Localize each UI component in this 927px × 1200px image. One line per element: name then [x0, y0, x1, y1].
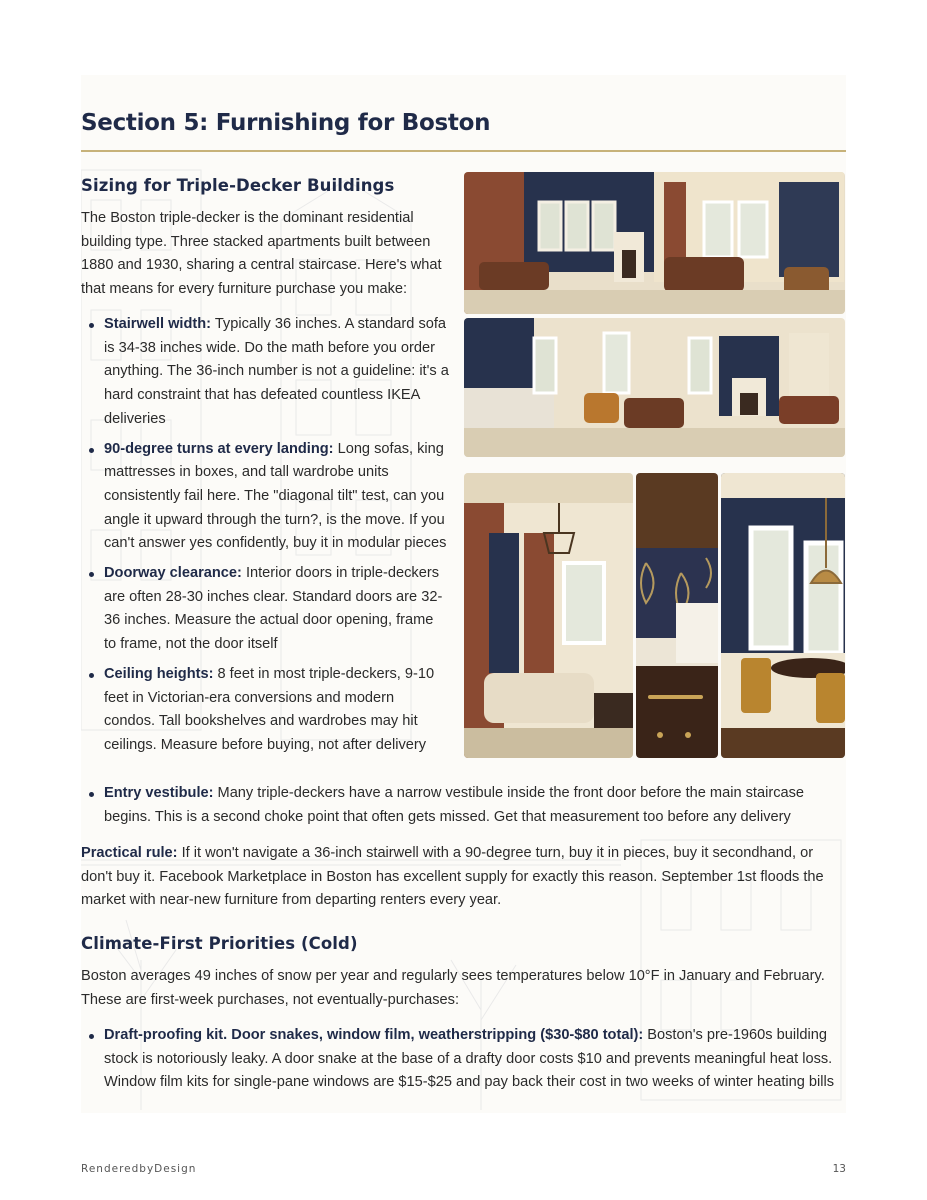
list-item	[81, 438, 449, 557]
title-divider	[81, 150, 846, 152]
list-item	[81, 562, 449, 657]
bullet-text: 8 feet in most triple-deckers, 9-10 feet in Victorian-era conversions and modern condos. Tall bookshelves and wardrobes may hit ceilings. Measure before buying, not after delivery	[104, 665, 435, 753]
living-room-photo-middle	[464, 318, 845, 457]
bullet-label: Draft-proofing kit. Door snakes, window film, weatherstripping ($30-$80 total):	[104, 1027, 644, 1043]
dining-room-photo	[721, 473, 845, 758]
list-item	[81, 1024, 846, 1095]
list-item	[81, 663, 449, 758]
bullet-label: 90-degree turns at every landing:	[104, 440, 334, 457]
practical-rule	[81, 842, 841, 913]
bullet-text: Many triple-deckers have a narrow vestibule inside the front door before the main staircase begins. This is a second choke point that often gets missed. Get that measurement too before any delivery	[104, 785, 805, 825]
climate-bullet-list	[81, 1024, 846, 1101]
page-number: 13	[832, 1163, 846, 1175]
bullet-label: Stairwell width:	[104, 316, 212, 332]
living-room-photo-top	[464, 172, 845, 314]
list-item	[81, 782, 821, 829]
footer-brand: RenderedbyDesign	[81, 1163, 197, 1175]
climate-heading: Climate-First Priorities (Cold)	[81, 934, 358, 953]
material-swatches-photo	[636, 473, 718, 758]
practical-rule-text: If it won't navigate a 36-inch stairwell with a 90-degree turn, buy it in pieces, buy it secondhand, or don't buy it. Facebook Marketplace in Boston has excellent supply for exactly this reason. September 1st floods the market with near-new furniture from departing renters every year.	[81, 845, 824, 909]
sizing-heading: Sizing for Triple-Decker Buildings	[81, 176, 395, 195]
bullet-text: Long sofas, king mattresses in boxes, and tall wardrobe units consistently fail here. The "diagonal tilt" test, can you angle it upward through the turn?, is the move. If you can't answer yes confidently, buy it in modular pieces	[104, 440, 447, 552]
bullet-text: Interior doors in triple-deckers are often 28-30 inches clear. Standard doors are 32-36 inches. Measure the actual door opening, frame to frame, not the door itself	[104, 565, 443, 653]
open-plan-photo	[464, 473, 633, 758]
bullet-label: Ceiling heights:	[104, 665, 214, 682]
sizing-intro: The Boston triple-decker is the dominant residential building type. Three stacked apartments built between 1880 and 1930, sharing a central staircase. Here's what that means for every furniture purchase you make:	[81, 210, 442, 298]
bullet-text: Boston's pre-1960s building stock is notoriously leaky. A door snake at the base of a drafty door costs $10 and prevents meaningful heat loss. Window film kits for single-pane windows are $15-$25 and pay back their cost in two weeks of winter heating bills	[104, 1027, 835, 1091]
climate-intro: Boston averages 49 inches of snow per year and regularly sees temperatures below 10°F in January and February. These are first-week purchases, not eventually-purchases:	[81, 968, 825, 1008]
bullet-label: Doorway clearance:	[104, 565, 242, 582]
page-title: Section 5: Furnishing for Boston	[81, 110, 491, 136]
sizing-bullet-list	[81, 313, 449, 764]
bullet-text: Typically 36 inches. A standard sofa is 34-38 inches wide. Do the math before you order anything. The 36-inch number is not a guideline: it's a hard constraint that has defeated countless IKEA deliveries	[104, 316, 449, 427]
entry-bullet-list	[81, 782, 821, 835]
bullet-label: Entry vestibule:	[104, 785, 214, 801]
list-item	[81, 313, 449, 432]
practical-rule-label: Practical rule:	[81, 845, 178, 861]
